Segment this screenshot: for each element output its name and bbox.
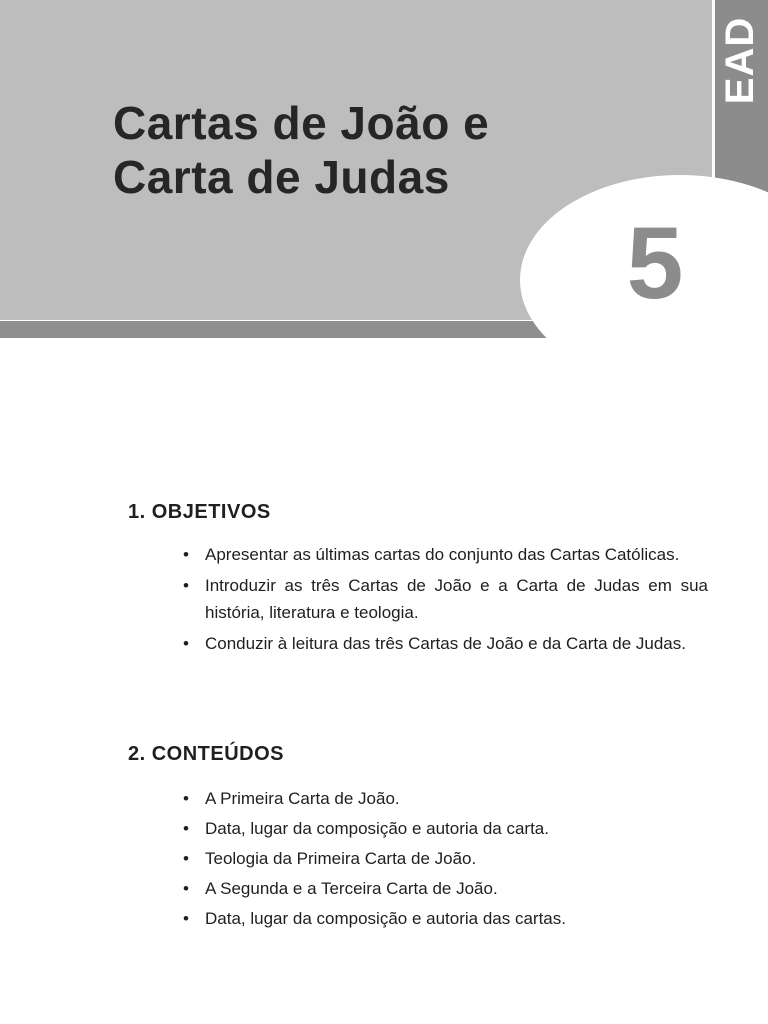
bullet-icon: • — [183, 789, 189, 808]
list-item-text: A Primeira Carta de João. — [205, 789, 400, 808]
contents-heading: 2. CONTEÚDOS — [128, 743, 285, 765]
list-item — [180, 572, 708, 626]
bullet-icon: • — [183, 909, 189, 928]
chapter-title-line-1: Cartas de João e — [113, 97, 490, 149]
bullet-icon: • — [183, 879, 189, 898]
list-item — [180, 875, 708, 902]
list-item-text: Apresentar as últimas cartas do conjunto das Cartas Católicas. — [205, 545, 680, 564]
list-item — [180, 541, 708, 568]
bullet-icon: • — [183, 849, 189, 868]
bullet-icon: • — [183, 634, 189, 653]
list-item — [180, 845, 708, 872]
list-item-text: Data, lugar da composição e autoria das cartas. — [205, 909, 566, 928]
chapter-title-line-2: Carta de Judas — [113, 151, 450, 203]
list-item — [180, 630, 708, 657]
list-item-text: Teologia da Primeira Carta de João. — [205, 849, 477, 868]
list-item-text: Data, lugar da composição e autoria da carta. — [205, 819, 549, 838]
list-item — [180, 815, 708, 842]
header-divider-bar — [0, 321, 600, 338]
list-item-text: A Segunda e a Terceira Carta de João. — [205, 879, 498, 898]
bullet-icon: • — [183, 545, 189, 564]
contents-list — [180, 785, 708, 935]
list-item — [180, 785, 708, 812]
objectives-heading: 1. OBJETIVOS — [128, 501, 271, 523]
bullet-icon: • — [183, 576, 189, 595]
chapter-number: 5 — [626, 206, 684, 320]
ead-tab-text: EAD — [718, 16, 763, 104]
bullet-icon: • — [183, 819, 189, 838]
list-item-text: Conduzir à leitura das três Cartas de João e da Carta de Judas. — [205, 634, 686, 653]
list-item-text: Introduzir as três Cartas de João e a Carta de Judas em sua história, literatura e teologia. — [205, 576, 708, 622]
chapter-title — [113, 96, 533, 204]
ead-tab-label — [717, 18, 765, 102]
objectives-list — [180, 541, 708, 661]
list-item — [180, 905, 708, 932]
